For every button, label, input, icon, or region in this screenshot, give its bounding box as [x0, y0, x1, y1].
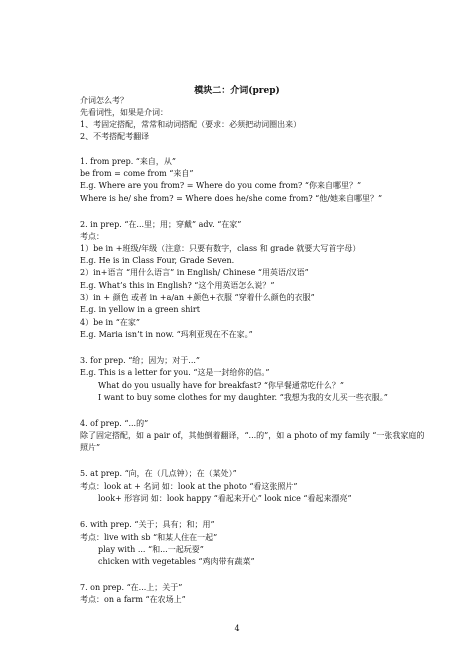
- text-line: E.g. Maria isn’t in now. “玛利亚现在不在家。”: [80, 330, 253, 339]
- text-line: Where is he/ she from? = Where does he/she come from? “他/她来自哪里？”: [80, 194, 383, 203]
- page-title: 模块二：介词(prep): [194, 86, 280, 96]
- text-line: look+ 形容词 如：look happy “看起来开心” look nice “看起来漂亮”: [98, 494, 352, 503]
- page-number: 4: [234, 624, 240, 633]
- text-line: What do you usually have for breakfast? “你早餐通常吃什么？”: [98, 381, 344, 390]
- text-line: 3）in + 颜色 或者 in +a/an +颜色+衣服 “穿着什么颜色的衣服”: [80, 293, 315, 302]
- text-line: 先看词性，如果是介词：: [80, 108, 168, 117]
- text-line: 5. at prep. “向，在（几点钟）；在（某处）”: [80, 469, 237, 478]
- text-line: E.g. He is in Class Four, Grade Seven.: [80, 256, 235, 265]
- text-line: 考点：: [80, 232, 104, 241]
- text-line: 考点：on a farm “在农场上”: [80, 595, 186, 604]
- text-line: 2、不考搭配考翻译: [80, 132, 150, 141]
- text-line: 1）be in +班级/年级（注意：只要有数字，class 和 grade 就要大写首字母）: [80, 244, 361, 253]
- text-line: 7. on prep. “在...上；关于”: [80, 583, 183, 592]
- text-line: 除了固定搭配，如 a pair of，其他倒着翻译，“...的”，如 a photo of my family “一张我家庭的: [80, 431, 425, 440]
- text-line: I want to buy some clothes for my daughter. “我想为我的女儿买一些衣服。”: [98, 393, 388, 402]
- text-line: chicken with vegetables “鸡肉带有蔬菜”: [98, 557, 255, 566]
- text-line: 考点：look at + 名词 如：look at the photo “看这张照片”: [80, 482, 298, 491]
- text-line: 3. for prep. “给；因为；对于...”: [80, 356, 201, 365]
- text-line: 1. from prep. “来自，从”: [80, 157, 176, 166]
- text-line: 介词怎么考？: [80, 96, 128, 105]
- text-line: E.g. Where are you from? = Where do you come from? “你来自哪里？”: [80, 181, 362, 190]
- text-line: 考点：live with sb “和某人住在一起”: [80, 533, 218, 542]
- text-line: play with ... “和...一起玩耍”: [98, 545, 204, 554]
- text-line: be from = come from “来自”: [80, 169, 194, 178]
- text-line: 4）be in “在家”: [80, 318, 140, 327]
- text-line: 4. of prep. “...的”: [80, 419, 149, 428]
- text-line: E.g. in yellow in a green shirt: [80, 305, 200, 314]
- text-line: 2. in prep. “在...里；用；穿戴” adv. “在家”: [80, 220, 242, 229]
- text-line: E.g. What’s this in English? “这个用英语怎么说？”: [80, 281, 275, 290]
- text-line: 照片”: [80, 443, 101, 452]
- text-line: 2）in+语言 “用什么语言” in English/ Chinese “用英语/汉语”: [80, 268, 309, 277]
- text-line: E.g. This is a letter for you. “这是一封给你的信。”: [80, 368, 270, 377]
- text-line: 6. with prep. “关于；具有；和；用”: [80, 520, 215, 529]
- text-line: 1、考固定搭配，常常和动词搭配（要求：必须把动词圈出来）: [80, 120, 302, 129]
